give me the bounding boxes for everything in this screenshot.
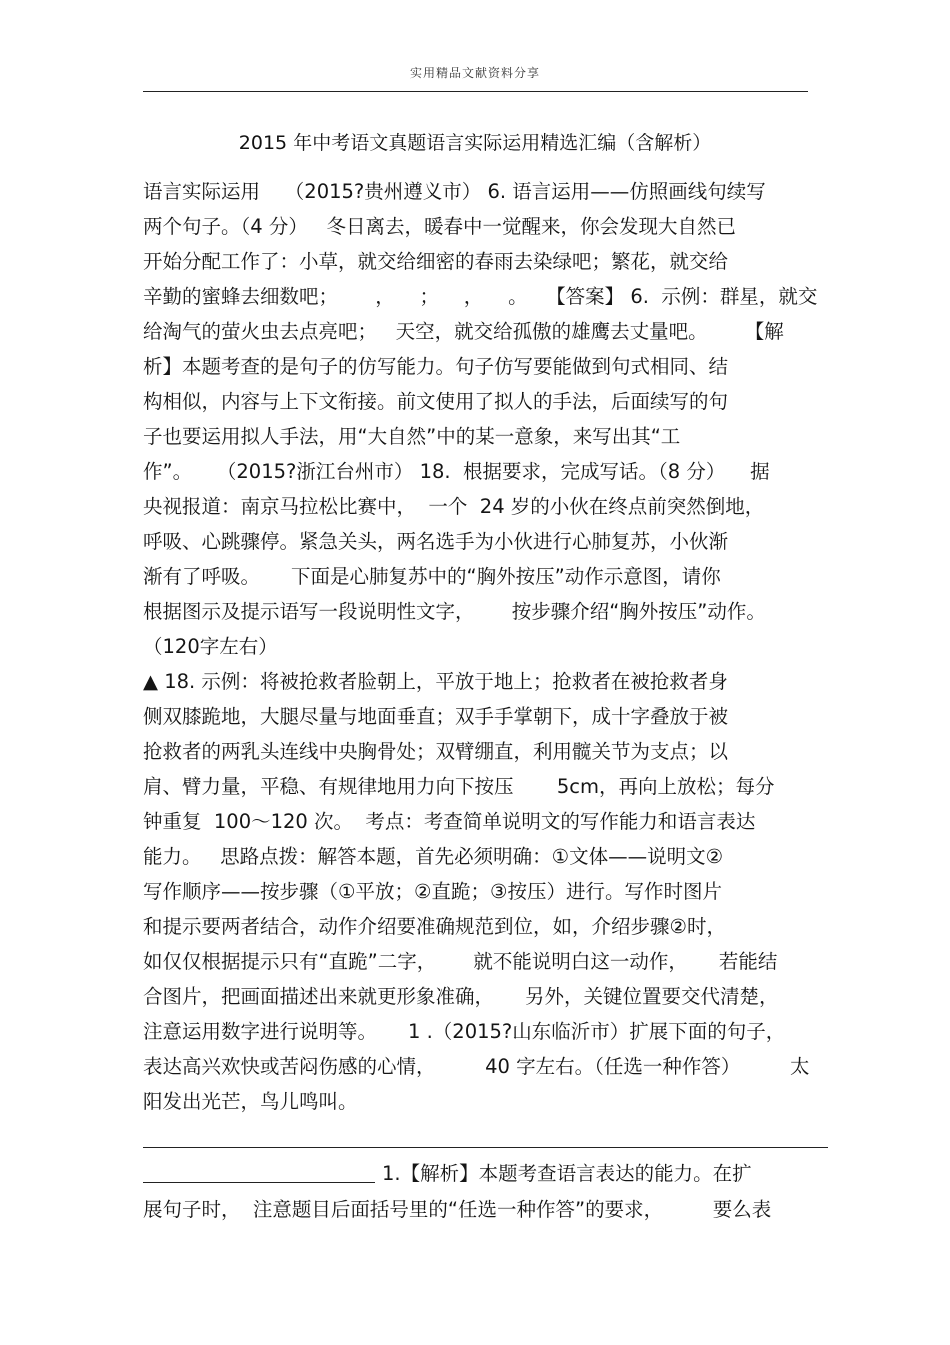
body-line: 渐有了呼吸。 下面是心肺复苏中的“胸外按压”动作示意图，请你 — [143, 565, 721, 588]
header-divider — [143, 91, 808, 92]
body-line: 表达高兴欢快或苦闷伤感的心情， 40 字左右。（任选一种作答） 太 — [143, 1055, 810, 1078]
body-line: 根据图示及提示语写一段说明性文字， 按步骤介绍“胸外按压”动作。 — [143, 600, 766, 623]
body-line: 肩、臂力量，平稳、有规律地用力向下按压 5cm，再向上放松；每分 — [143, 775, 775, 798]
body-line: 写作顺序——按步骤（①平放；②直跪；③按压）进行。写作时图片 — [143, 880, 722, 903]
answer-blank-line-short — [143, 1182, 375, 1183]
body-line: 两个句子。（4 分） 冬日离去，暖春中一觉醒来，你会发现大自然已 — [143, 215, 736, 238]
body-line: 语言实际运用 （2015?贵州遵义市） 6. 语言运用——仿照画线句续写 — [143, 180, 766, 203]
body-line: 展句子时， 注意题目后面括号里的“任选一种作答”的要求， 要么表 — [143, 1198, 772, 1221]
body-line: 和提示要两者结合，动作介绍要准确规范到位，如，介绍步骤②时， — [143, 915, 726, 938]
body-line: 析】本题考查的是句子的仿写能力。句子仿写要能做到句式相同、结 — [143, 355, 729, 378]
body-line: 辛勤的蜜蜂去细数吧； ， ； ， 。 【答案】 6. 示例：群星，就交 — [143, 285, 818, 308]
document-title: 2015 年中考语文真题语言实际运用精选汇编（含解析） — [238, 132, 712, 154]
body-line: 开始分配工作了：小草，就交给细密的春雨去染绿吧；繁花，就交给 — [143, 250, 729, 273]
body-line: 给淘气的萤火虫去点亮吧； 天空，就交给孤傲的雄鹰去丈量吧。 【解 — [143, 320, 784, 343]
body-line: 作”。 （2015?浙江台州市） 18. 根据要求，完成写话。（8 分） 据 — [143, 460, 770, 483]
answer-blank-line — [143, 1147, 828, 1148]
body-line: （120字左右） — [143, 635, 278, 658]
body-line: 抢救者的两乳头连线中央胸骨处；双臂绷直，利用髋关节为支点；以 — [143, 740, 729, 763]
answer-analysis: 1.【解析】本题考查语言表达的能力。在扩 — [382, 1162, 752, 1185]
body-line: 子也要运用拟人手法，用“大自然”中的某一意象，来写出其“工 — [143, 425, 681, 448]
body-line: ▲ 18. 示例：将被抢救者脸朝上，平放于地上；抢救者在被抢救者身 — [143, 670, 728, 693]
body-line: 钟重复 100～120 次。 考点：考查简单说明文的写作能力和语言表达 — [143, 810, 756, 833]
body-line: 呼吸、心跳骤停。紧急关头，两名选手为小伙进行心肺复苏，小伙渐 — [143, 530, 729, 553]
body-line: 注意运用数字进行说明等。 1 .（2015?山东临沂市）扩展下面的句子， — [143, 1020, 786, 1043]
page-header: 实用精品文献资料分享 — [409, 66, 540, 80]
body-line: 央视报道：南京马拉松比赛中， 一个 24 岁的小伙在终点前突然倒地， — [143, 495, 765, 518]
body-line: 如仅仅根据提示只有“直跪”二字， 就不能说明白这一动作， 若能结 — [143, 950, 778, 973]
body-line: 合图片，把画面描述出来就更形象准确， 另外，关键位置要交代清楚， — [143, 985, 779, 1008]
body-line: 构相似，内容与上下文衔接。前文使用了拟人的手法，后面续写的句 — [143, 390, 729, 413]
body-line: 侧双膝跪地，大腿尽量与地面垂直；双手手掌朝下，成十字叠放于被 — [143, 705, 729, 728]
body-line: 能力。 思路点拨：解答本题，首先必须明确：①文体——说明文② — [143, 845, 724, 868]
body-line: 阳发出光芒，鸟儿鸣叫。 — [143, 1090, 358, 1113]
